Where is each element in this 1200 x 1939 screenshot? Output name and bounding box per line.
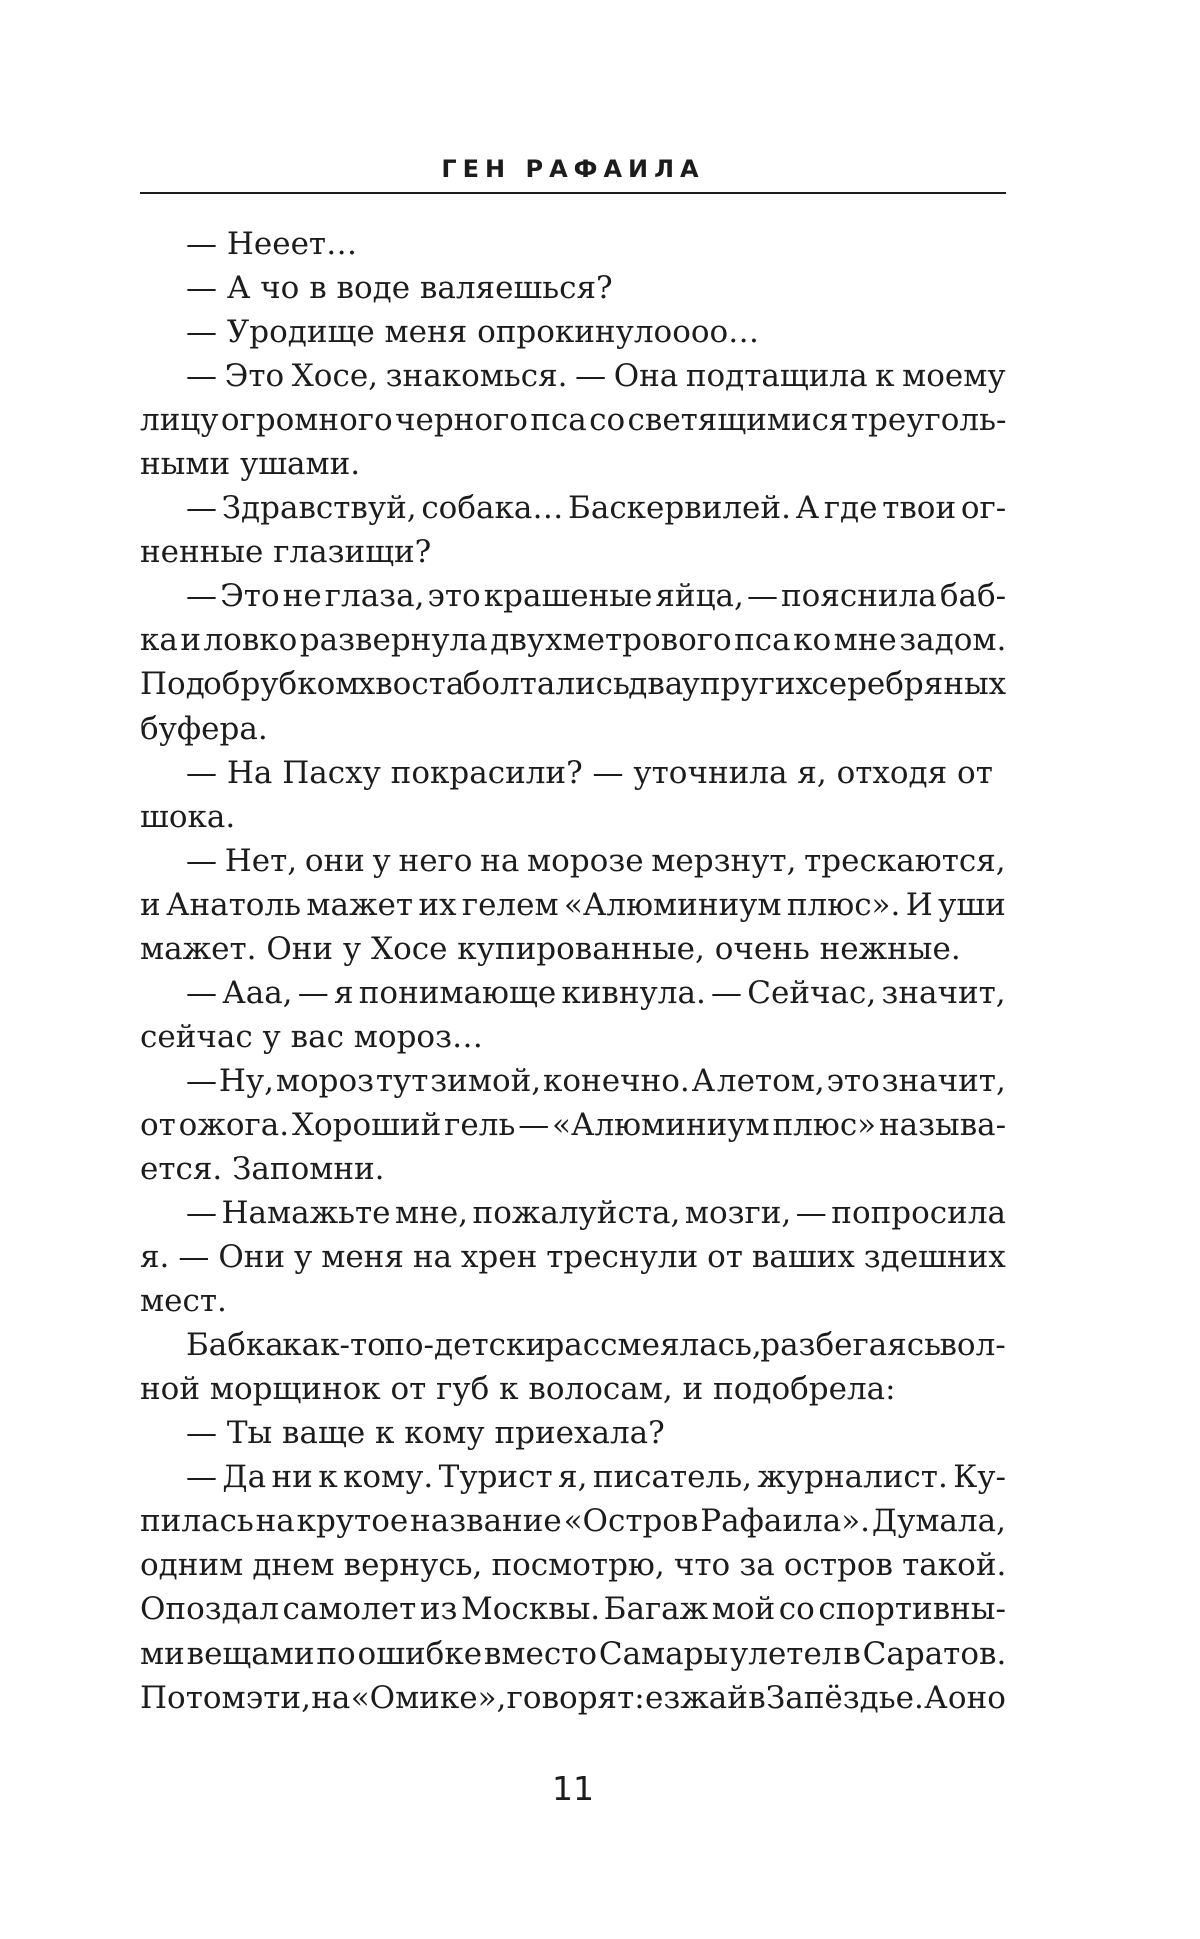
text-line: — Здравствуй, собака… Баскервилей. А где твои ог- — [186, 490, 1007, 527]
text-line: ется. Запомни. — [140, 1150, 385, 1187]
text-line: ной морщинок от губ к волосам, и подобрела: — [140, 1371, 896, 1408]
text-line: — Да ни к кому. Турист я, писатель, журналист. Ку- — [186, 1459, 1006, 1496]
text-line: — Нееет… — [186, 226, 358, 262]
text-line: — Ааа, — я понимающе кивнула. — Сейчас, значит, — [186, 974, 1006, 1011]
text-line: Опоздал самолет из Москвы. Багаж мой со спортивны- — [140, 1591, 1006, 1628]
text-line: — Намажьте мне, пожалуйста, мозги, — попросила — [186, 1195, 1007, 1232]
text-line: Бабка как-то по-детски рассмеялась, разбегаясь вол- — [186, 1327, 1006, 1364]
text-line: — Нет, они у него на морозе мерзнут, трескаются, — [186, 842, 1006, 879]
text-line: — Уродище меня опрокинулоооо… — [186, 314, 760, 351]
text-line: лицу огромного черного пса со светящимися треуголь- — [140, 402, 1007, 439]
text-line: мест. — [140, 1283, 227, 1320]
text-line: — Ты ваще к кому приехала? — [186, 1415, 665, 1452]
text-line: ными ушами. — [140, 446, 361, 483]
text-line: Под обрубком хвоста болтались два упругих серебряных — [140, 666, 1007, 703]
text-line: мажет. Они у Хосе купированные, очень нежные. — [140, 930, 961, 967]
text-line: я. — Они у меня на хрен треснули от ваших здешних — [140, 1239, 1006, 1276]
text-line: ми вещами по ошибке вместо Самары улетел в Саратов. — [140, 1635, 1007, 1672]
text-line: ка и ловко развернула двухметрового пса ко мне задом. — [140, 622, 1007, 659]
text-line: — Это Хосе, знакомься. — Она подтащила к моему — [186, 358, 1006, 395]
text-line: буфера. — [140, 710, 268, 747]
text-line: пилась на крутое название «Остров Рафаила». Думала, — [140, 1503, 1006, 1540]
body-text — [140, 222, 1006, 1720]
text-line: и Анатоль мажет их гелем «Алюминиум плюс». И уши — [140, 886, 1006, 923]
text-line: — На Пасху покрасили? — уточнила я, отходя от — [186, 754, 993, 791]
header-rule — [140, 192, 1006, 194]
text-line: от ожога. Хороший гель — «Алюминиум плюс» называ- — [140, 1106, 1007, 1143]
page-number: 11 — [552, 1769, 594, 1808]
text-line: сейчас у вас мороз… — [140, 1018, 483, 1055]
text-line: — Это не глаза, это крашеные яйца, — пояснила баб- — [186, 578, 1007, 615]
running-head: ГЕН РАФАИЛА — [441, 155, 705, 183]
text-line: — А чо в воде валяешься? — [186, 270, 613, 307]
text-line: ненные глазищи? — [140, 534, 432, 571]
text-line: — Ну, мороз тут зимой, конечно. А летом, это значит, — [186, 1062, 1006, 1099]
text-line: одним днем вернусь, посмотрю, что за остров такой. — [140, 1547, 1007, 1584]
text-line: Потом эти, на «Омике», говорят: езжай в Запёздье. А оно — [140, 1679, 1006, 1716]
text-line: шока. — [140, 798, 236, 835]
